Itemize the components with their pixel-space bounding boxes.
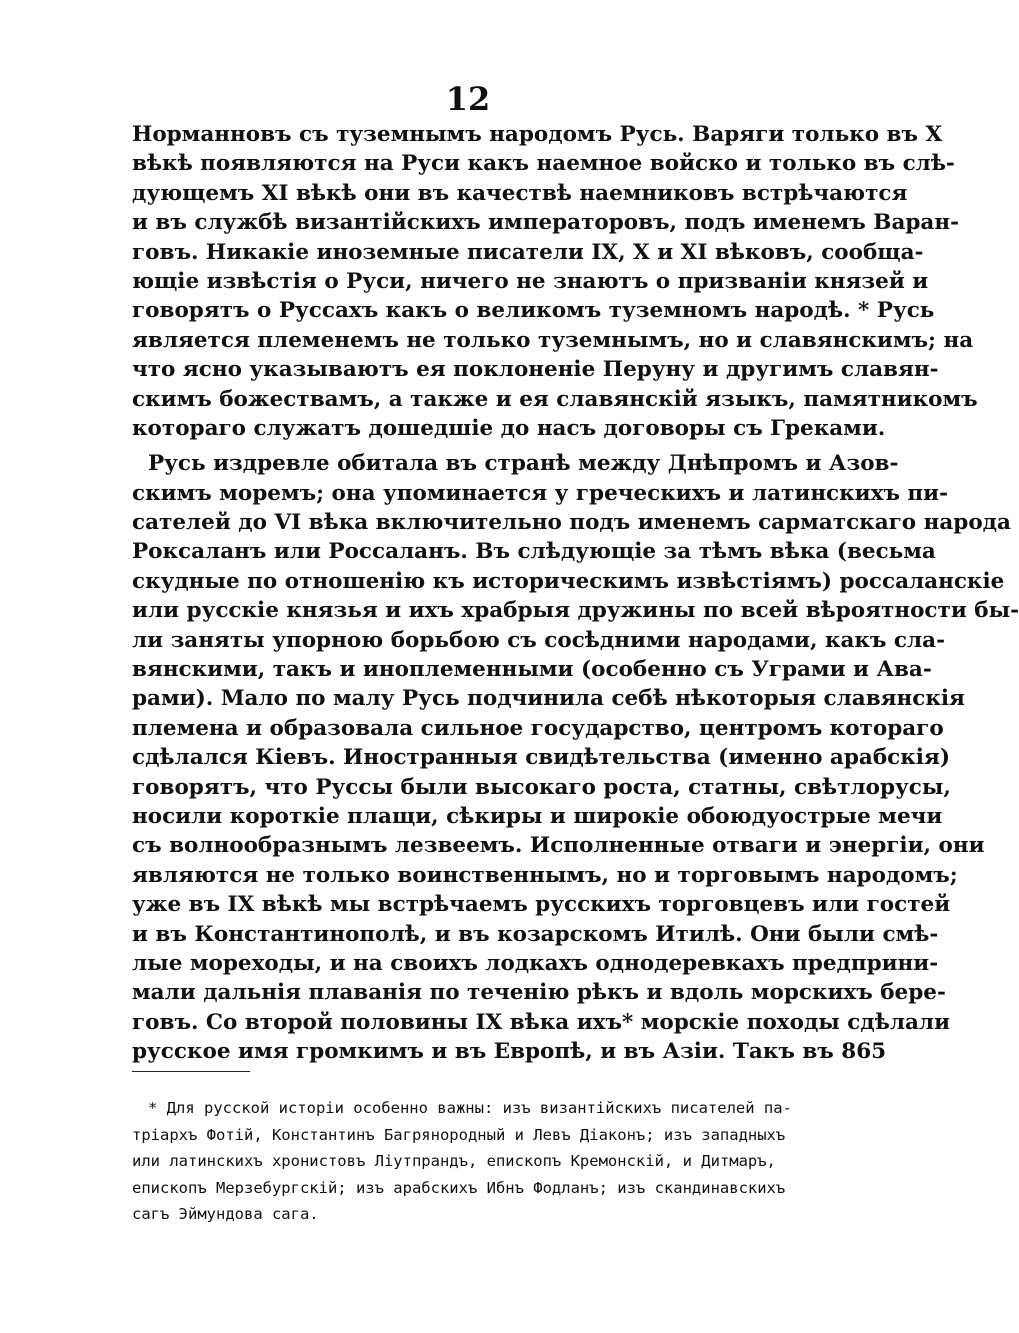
text-line: говорятъ о Руссахъ какъ о великомъ туземномъ народѣ. * Русь: [132, 298, 935, 324]
text-line: Норманновъ съ туземнымъ народомъ Русь. Варяги только въ X: [132, 122, 943, 147]
footnote-line: * Для русской исторіи особенно важны: изъ византійскихъ писателей па-: [148, 1099, 792, 1117]
text-line: дующемъ XI вѣкѣ они въ качествѣ наемниковъ встрѣчаются: [132, 180, 908, 206]
text-line: говъ. Никакіе иноземные писатели IX, X и XI вѣковъ, сообща-: [132, 239, 924, 265]
text-line: или русскіе князья и ихъ храбрыя дружины по всей вѣроятности бы-: [132, 598, 1019, 624]
text-line: русское имя громкимъ и въ Европѣ, и въ Азіи. Такъ въ 865: [132, 1039, 887, 1065]
text-line: племена и образовала сильное государство, центромъ котораго: [132, 715, 944, 741]
text-line: уже въ IX вѣкѣ мы встрѣчаемъ русскихъ торговцевъ или гостей: [132, 892, 951, 918]
text-line: съ волнообразнымъ лезвеемъ. Исполненные отваги и энергіи, они: [132, 833, 985, 859]
text-line: скимъ моремъ; она упоминается у греческихъ и латинскихъ пи-: [132, 480, 949, 506]
footnote-line: сагъ Эймундова сага.: [132, 1205, 319, 1223]
text-line: вѣкѣ появляются на Руси какъ наемное войско и только въ слѣ-: [132, 151, 955, 177]
page-number: 12: [445, 80, 491, 118]
paragraph-1: [132, 120, 978, 443]
paragraph-2: [132, 449, 1019, 1066]
text-line: Русь издревле обитала въ странѣ между Днѣпромъ и Азов-: [148, 451, 899, 477]
text-line: что ясно указываютъ ея поклоненіе Перуну и другимъ славян-: [132, 357, 939, 383]
text-line: носили короткіе плащи, сѣкиры и широкіе обоюдуострые мечи: [132, 803, 943, 829]
text-line: лые мореходы, и на своихъ лодкахъ однодеревкахъ предприни-: [132, 950, 939, 976]
footnote-line: или латинскихъ хронистовъ Ліутпрандъ, епископъ Кремонскій, и Дитмаръ,: [132, 1152, 776, 1170]
text-line: сдѣлался Кіевъ. Иностранныя свидѣтельства (именно арабскія): [132, 745, 951, 771]
text-line: сателей до VI вѣка включительно подъ именемъ сарматскаго народа: [132, 510, 1011, 536]
text-line: котораго служатъ дошедшіе до насъ договоры съ Греками.: [132, 415, 886, 441]
body-text: [132, 120, 1019, 1067]
text-line: говъ. Со второй половины IX вѣка ихъ* морскіе походы сдѣлали: [132, 1009, 951, 1035]
text-line: ли заняты упорною борьбою съ сосѣдними народами, какъ сла-: [132, 627, 946, 653]
text-line: является племенемъ не только туземнымъ, но и славянскимъ; на: [132, 327, 974, 353]
text-line: мали дальнія плаванія по теченію рѣкъ и вдоль морскихъ бере-: [132, 980, 946, 1006]
footnote-line: тріархъ Фотій, Константинъ Багрянородный и Левъ Діаконъ; изъ западныхъ: [132, 1125, 786, 1144]
text-line: и въ Константинополѣ, и въ козарскомъ Итилѣ. Они были смѣ-: [132, 921, 939, 947]
text-line: и въ службѣ византійскихъ императоровъ, подъ именемъ Варан-: [132, 210, 960, 236]
text-line: Роксаланъ или Россаланъ. Въ слѣдующіе за тѣмъ вѣка (весьма: [132, 539, 936, 565]
text-line: вянскими, такъ и иноплеменными (особенно съ Уграми и Ава-: [132, 657, 932, 683]
text-line: ющіе извѣстія о Руси, ничего не знаютъ о призваніи князей и: [132, 268, 929, 294]
text-line: рами). Мало по малу Русь подчинила себѣ нѣкоторыя славянскія: [132, 686, 965, 712]
text-line: говорятъ, что Руссы были высокаго роста, статны, свѣтлорусы,: [132, 774, 951, 800]
footnote-line: епископъ Мерзебургскій; изъ арабскихъ Ибнъ Фодланъ; изъ скандинавскихъ: [132, 1178, 786, 1197]
text-line: скудные по отношенію къ историческимъ извѣстіямъ) россаланскіе: [132, 568, 1005, 594]
text-line: скимъ божествамъ, а также и ея славянскій языкъ, памятникомъ: [132, 386, 978, 412]
footnote-divider: [132, 1071, 250, 1072]
text-line: являются не только воинственнымъ, но и торговымъ народомъ;: [132, 862, 958, 888]
footnote: [132, 1095, 792, 1228]
